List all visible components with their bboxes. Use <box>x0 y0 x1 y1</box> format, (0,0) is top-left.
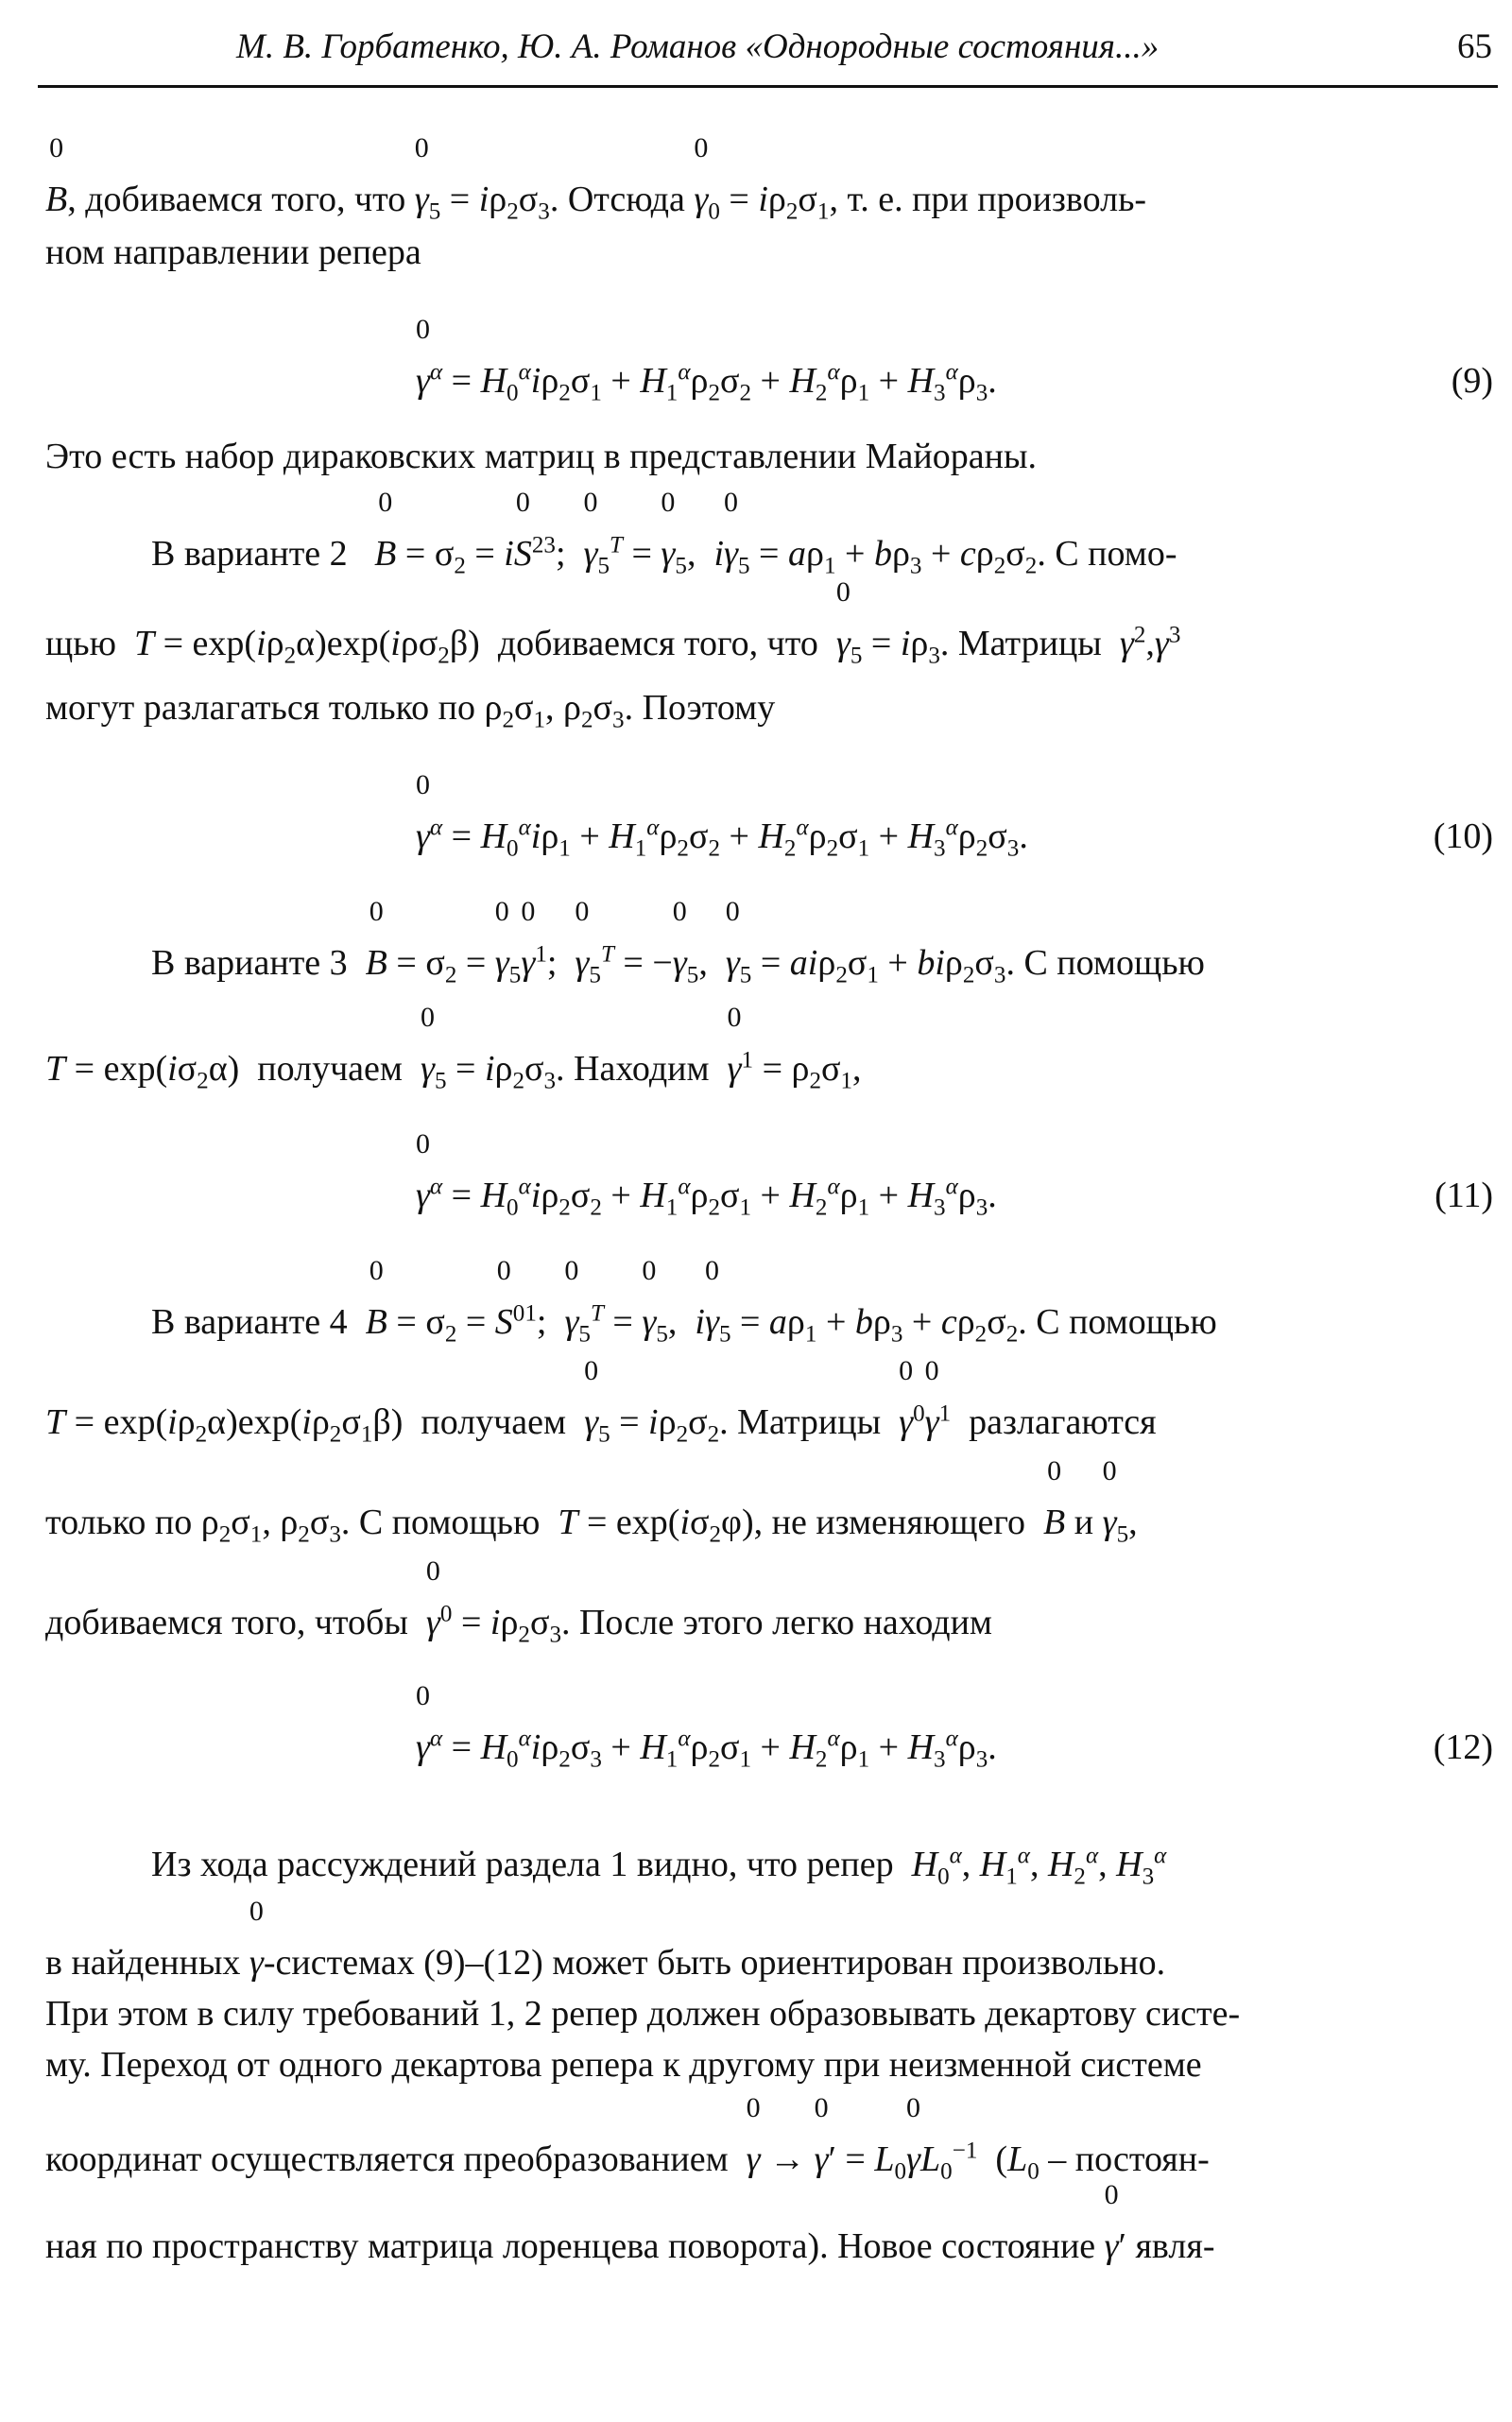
text-line: $T = \exp(i\rho_2\alpha)\exp(i\rho_2\sigma_1\beta)$ получаем 0 $\gamma_5 = i\rho_2\sigma_2$. Матрицы 0 $\gamma^00$ $\gamma^1$ разлагаются <box>45 1400 1157 1444</box>
equation-number: (11) <box>1435 1176 1493 1215</box>
text-line: координат осуществляется преобразованием 0 γ → 0 $\gamma' = L_00$ $\gamma L_0^{-1}$ ($L_0$ – постоян- <box>45 2138 1210 2181</box>
text-line: только по $\rho_2\sigma_1$, $\rho_2\sigma_3$. С помощью $T = \exp(i\sigma_2\varphi)$, не изменяющего 0 B и 0 $\gamma_5$, <box>45 1501 1138 1544</box>
equation-number: (10) <box>1433 816 1493 856</box>
equation-10: 0 $\gamma^\alpha = H_0^\alpha i\rho_1 + H_1^\alpha\rho_2\sigma_2 + H_2^\alpha\rho_2\sigma_1 + H_3^\alpha\rho_2\sigma_3$. <box>416 815 1028 858</box>
text-line: При этом в силу требований 1, 2 репер должен образовывать декартову систе- <box>45 1994 1241 2034</box>
text-line: $T = \exp(i\sigma_2\alpha)$ получаем 0 $\gamma_5 = i\rho_2\sigma_3$. Находим 0 $\gamma^1 = \rho_2\sigma_1$, <box>45 1047 862 1091</box>
text-line: в найденных 0 γ-системах (9)–(12) может быть ориентирован произвольно. <box>45 1941 1165 1984</box>
equation-9: 0 $\gamma^\alpha = H_0^\alpha i\rho_2\sigma_1 + H_1^\alpha\rho_2\sigma_2 + H_2^\alpha\rho_1 + H_3^\alpha\rho_3$. <box>416 359 997 403</box>
text-line: му. Переход от одного декартова репера к другому при неизменной системе <box>45 2045 1202 2085</box>
running-title: М. В. Горбатенко, Ю. А. Романов «Однородные состояния...» <box>236 27 1160 66</box>
equation-number: (12) <box>1433 1727 1493 1767</box>
text-line: В варианте 2 0 $B = \sigma_2 = i0$ $S^{23}$; 0 $\gamma_5^T = 0$ $\gamma_5$, i0 $\gamma_5 = a\rho_1 + b\rho_3 + c\rho_2\sigma_2$. С помо- <box>151 532 1177 575</box>
text-line: В варианте 3 0 $B = \sigma_2 = 0$ $\gamma_50$ $\gamma^1$; 0 $\gamma_5^T = -0$ $\gamma_5$, 0 $\gamma_5 = ai\rho_2\sigma_1 + bi\rho_2\sigma_3$. С помощью <box>151 941 1205 985</box>
text-line: ная по пространству матрица лоренцева поворота). Новое состояние 0 γ′ явля- <box>45 2224 1214 2268</box>
equation-11: 0 $\gamma^\alpha = H_0^\alpha i\rho_2\sigma_2 + H_1^\alpha\rho_2\sigma_1 + H_2^\alpha\rho_1 + H_3^\alpha\rho_3$. <box>416 1174 997 1217</box>
text-line: ном направлении репера <box>45 232 421 272</box>
text-line: В варианте 4 0 $B = \sigma_2 = 0$ $S^{01}$; 0 $\gamma_5^T = 0$ $\gamma_5$, i0 $\gamma_5 = a\rho_1 + b\rho_3 + c\rho_2\sigma_2$. С помощью <box>151 1300 1217 1344</box>
page-number: 65 <box>1457 27 1492 66</box>
text-line: щью $T = \exp(i\rho_2\alpha)\exp(i\rho\sigma_2\beta)$ добиваемся того, что 0 $\gamma_5 = i\rho_3$. Матрицы $\gamma^2,\gamma^3$ <box>45 622 1180 665</box>
equation-12: 0 $\gamma^\alpha = H_0^\alpha i\rho_2\sigma_3 + H_1^\alpha\rho_2\sigma_1 + H_2^\alpha\rho_1 + H_3^\alpha\rho_3$. <box>416 1726 997 1769</box>
page-header <box>38 23 1498 88</box>
text-line: добиваемся того, чтобы 0 $\gamma^0 = i\rho_2\sigma_3$. После этого легко находим <box>45 1601 992 1644</box>
text-line: могут разлагаться только по $\rho_2\sigma_1$, $\rho_2\sigma_3$. Поэтому <box>45 688 776 733</box>
text-line: 0 B, добиваемся того, что 0 $\gamma_5 = i\rho_2\sigma_3$. Отсюда 0 $\gamma_0 = i\rho_2\sigma_1$, т. е. при произволь- <box>45 178 1146 221</box>
text-line: Из хода рассуждений раздела 1 видно, что репер $H_0^\alpha$, $H_1^\alpha$, $H_2^\alpha$, $H_3^\alpha$ <box>151 1843 1167 1890</box>
equation-number: (9) <box>1451 361 1493 401</box>
text-line: Это есть набор дираковских матриц в представлении Майораны. <box>45 437 1037 476</box>
